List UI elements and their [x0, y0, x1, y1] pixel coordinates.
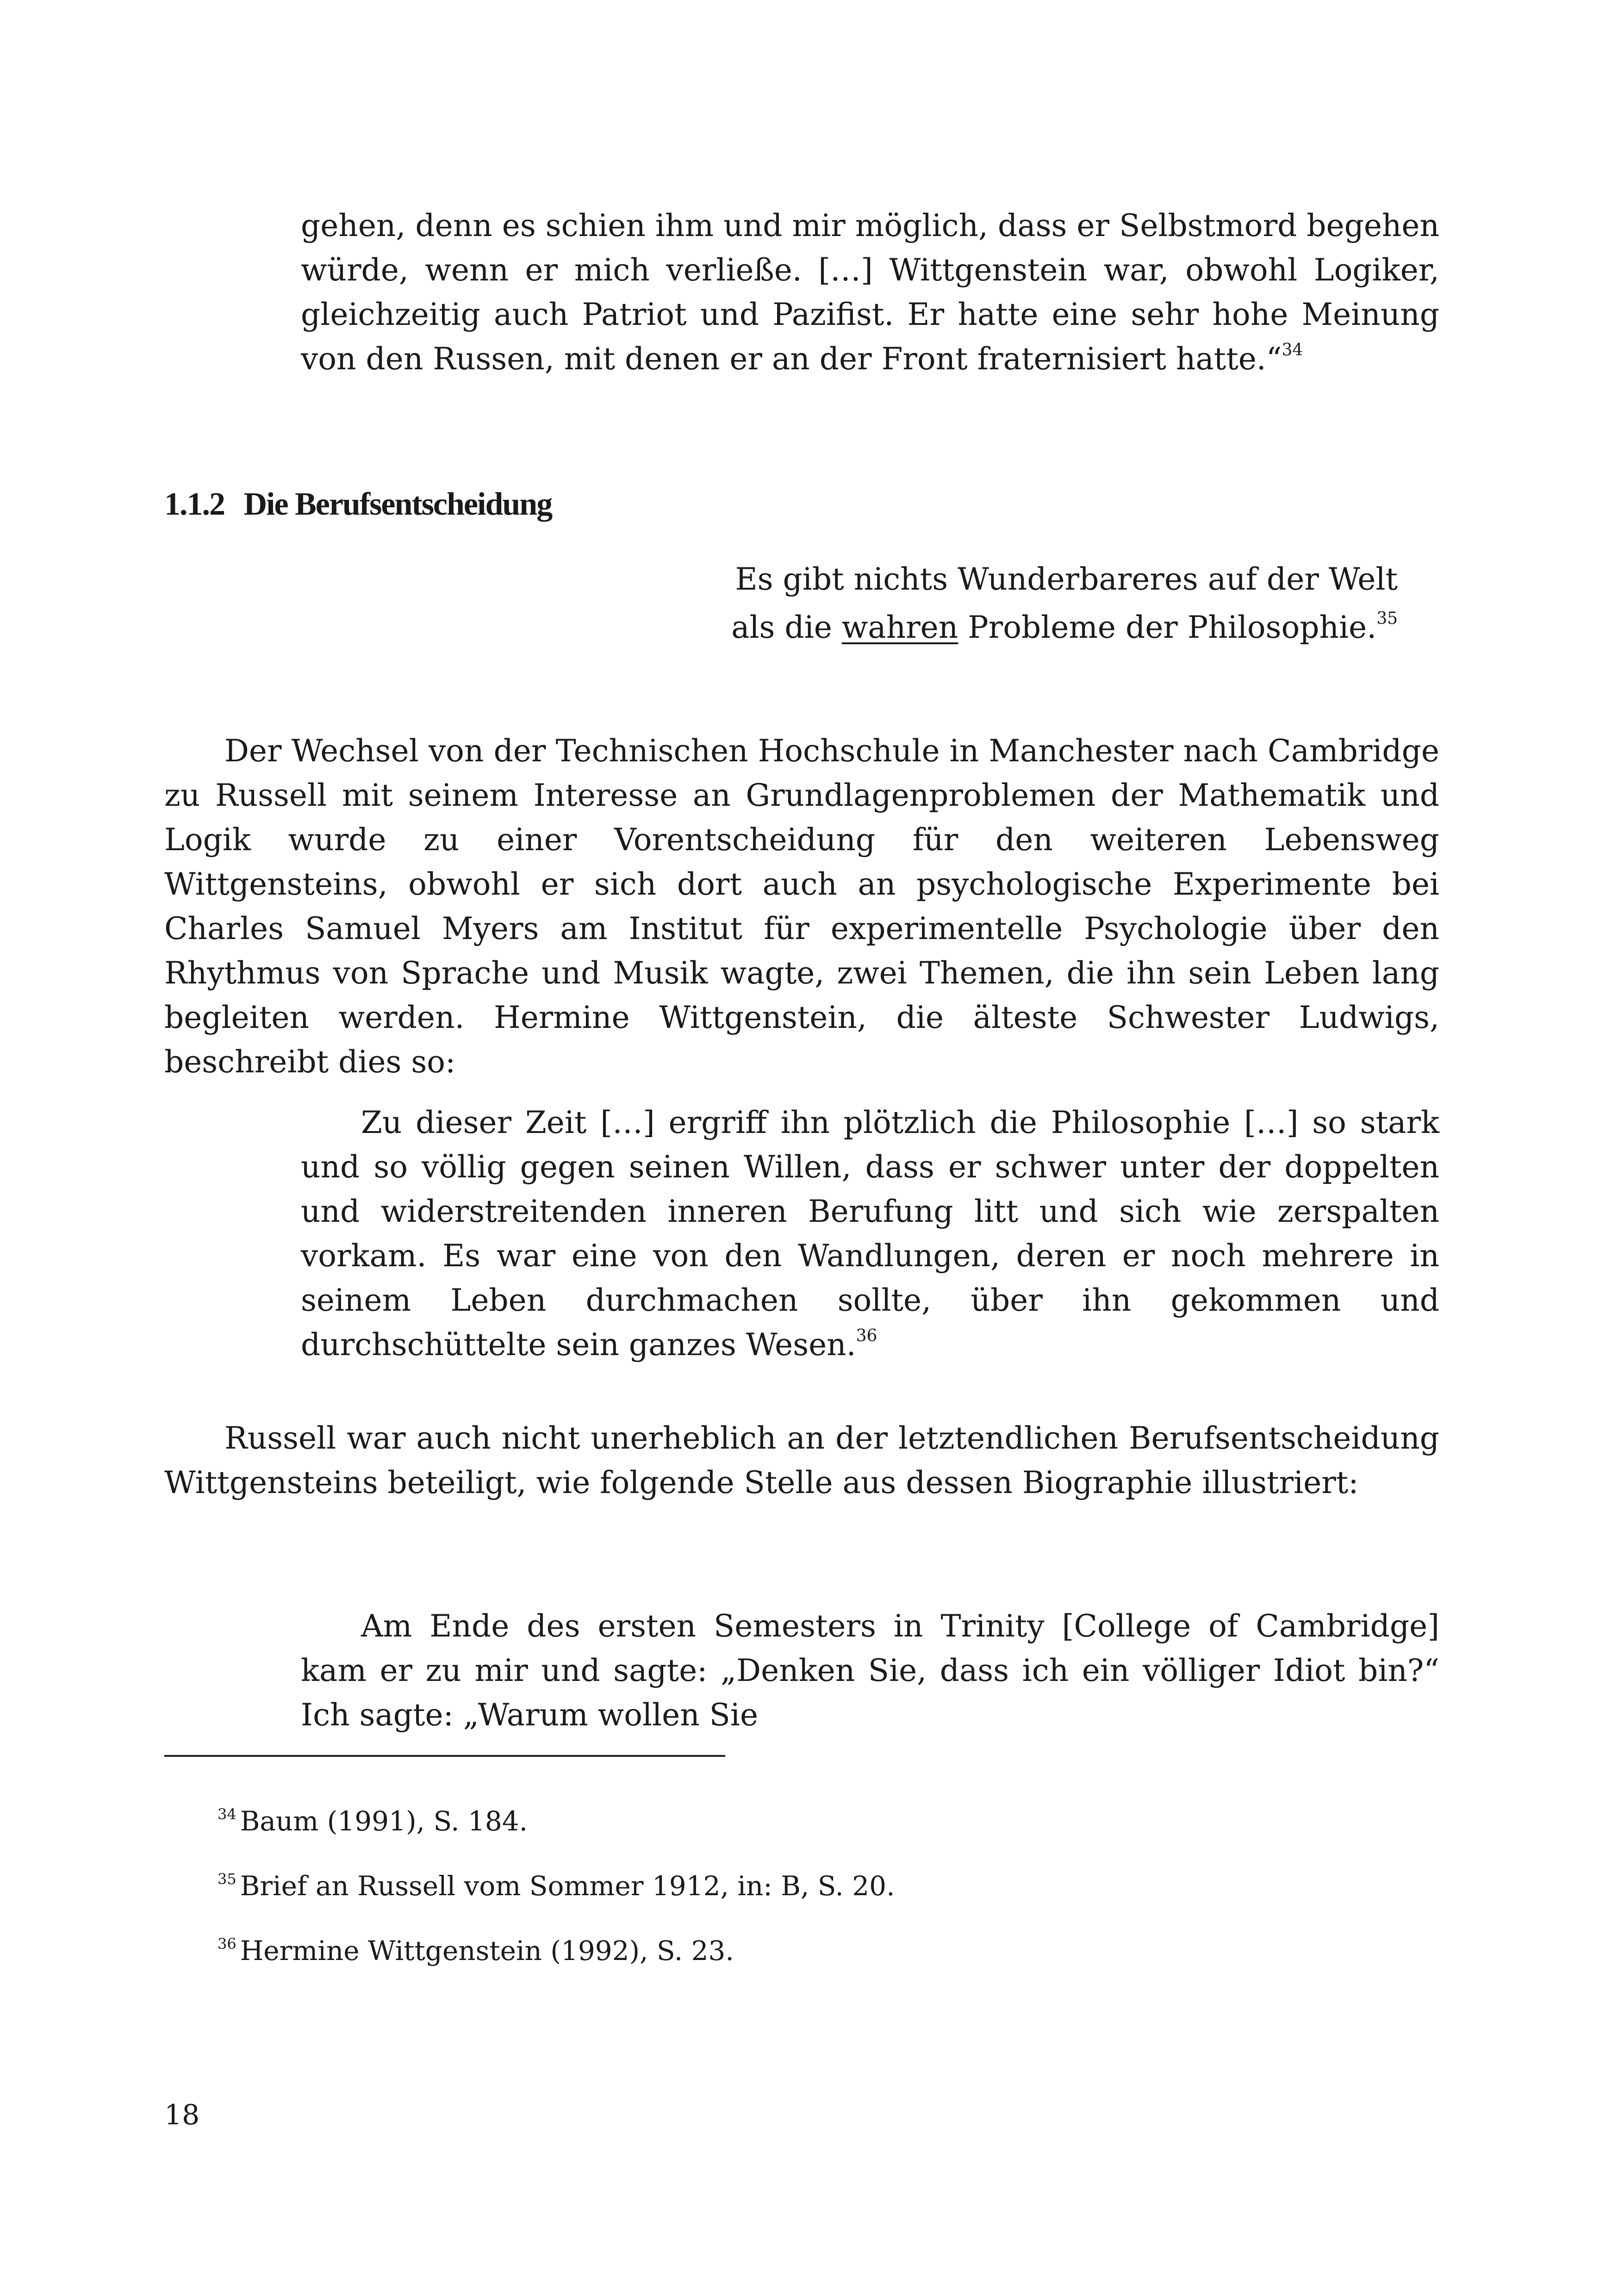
- footnote-ref-34: 34: [1282, 341, 1303, 360]
- section-title: Die Berufsentscheidung: [243, 486, 552, 522]
- footnote-separator: [164, 1755, 725, 1757]
- footnote-36: [218, 1932, 1421, 1969]
- motto-text-before: als die: [731, 610, 832, 645]
- quote-top-text: gehen, denn es schien ihm und mir möglich, dass er Selbstmord begehen würde, wenn er mich verließe. […] Wittgenstein war, obwohl Logiker, gleichzeitig auch Patriot und Pazifist. Er hatte eine sehr hohe Meinung von den Russen, mit denen er an der Front fraternisiert hatte.“: [301, 208, 1439, 377]
- block-quote-top: [301, 204, 1439, 381]
- motto-underlined-word: wahren: [841, 610, 958, 645]
- footnote-ref-35: 35: [1376, 609, 1398, 628]
- page-number: 18: [164, 2099, 200, 2131]
- footnote-number: 36: [218, 1935, 236, 1953]
- section-number: 1.1.2: [164, 486, 224, 522]
- footnote-number: 34: [218, 1805, 236, 1823]
- footnote-number: 35: [218, 1870, 236, 1888]
- block-quote-russell: [301, 1604, 1439, 1737]
- block-quote-hermine: [301, 1101, 1439, 1367]
- motto-text-after: Probleme der Philosophie.: [968, 610, 1377, 645]
- motto-line-1: Es gibt nichts Wunderbareres auf der Welt: [735, 561, 1398, 597]
- motto-epigraph: [694, 555, 1398, 652]
- body-paragraph-1: Der Wechsel von der Technischen Hochschule in Manchester nach Cambridge zu Russell mit seinem Interesse an Grundlagenproblemen der Mathematik und Logik wurde zu einer Vorentscheidung für den weiteren Lebensweg Wittgensteins, obwohl er sich dort auch an psychologische Experimente bei Charles Samuel Myers am Institut für experimentelle Psychologie über den Rhythmus von Sprache und Musik wagte, zwei Themen, die ihn sein Leben lang begleiten werden. Hermine Wittgenstein, die älteste Schwester Ludwigs, beschreibt dies so:: [164, 733, 1439, 1080]
- footnote-35: [218, 1867, 1421, 1904]
- footnote-text: Baum (1991), S. 184.: [240, 1805, 528, 1837]
- body-paragraph-2: Russell war auch nicht unerheblich an der letztendlichen Berufsentscheidung Wittgensteins beteiligt, wie folgende Stelle aus dessen Biographie illustriert:: [164, 1420, 1439, 1500]
- quote-russell-text: Am Ende des ersten Semesters in Trinity [College of Cambridge] kam er zu mir und sagte: „Denken Sie, dass ich ein völliger Idiot bin?“ Ich sagte: „Warum wollen Sie: [301, 1608, 1439, 1733]
- footnote-text: Brief an Russell vom Sommer 1912, in: B, S. 20.: [240, 1870, 895, 1902]
- footnote-ref-36: 36: [856, 1326, 877, 1345]
- quote-hermine-text: Zu dieser Zeit […] ergriff ihn plötzlich die Philosophie […] so stark und so völlig gegen seinen Willen, dass er schwer unter der doppelten und widerstreitenden inneren Berufung litt und sich wie zerspalten vorkam. Es war eine von den Wandlungen, deren er noch mehrere in seinem Leben durchmachen sollte, über ihn gekommen und durchschüttelte sein ganzes Wesen.: [301, 1105, 1439, 1363]
- footnote-34: [218, 1803, 1421, 1840]
- footnote-text: Hermine Wittgenstein (1992), S. 23.: [240, 1935, 734, 1966]
- motto-line-2: [694, 604, 1398, 652]
- section-heading: [164, 481, 552, 528]
